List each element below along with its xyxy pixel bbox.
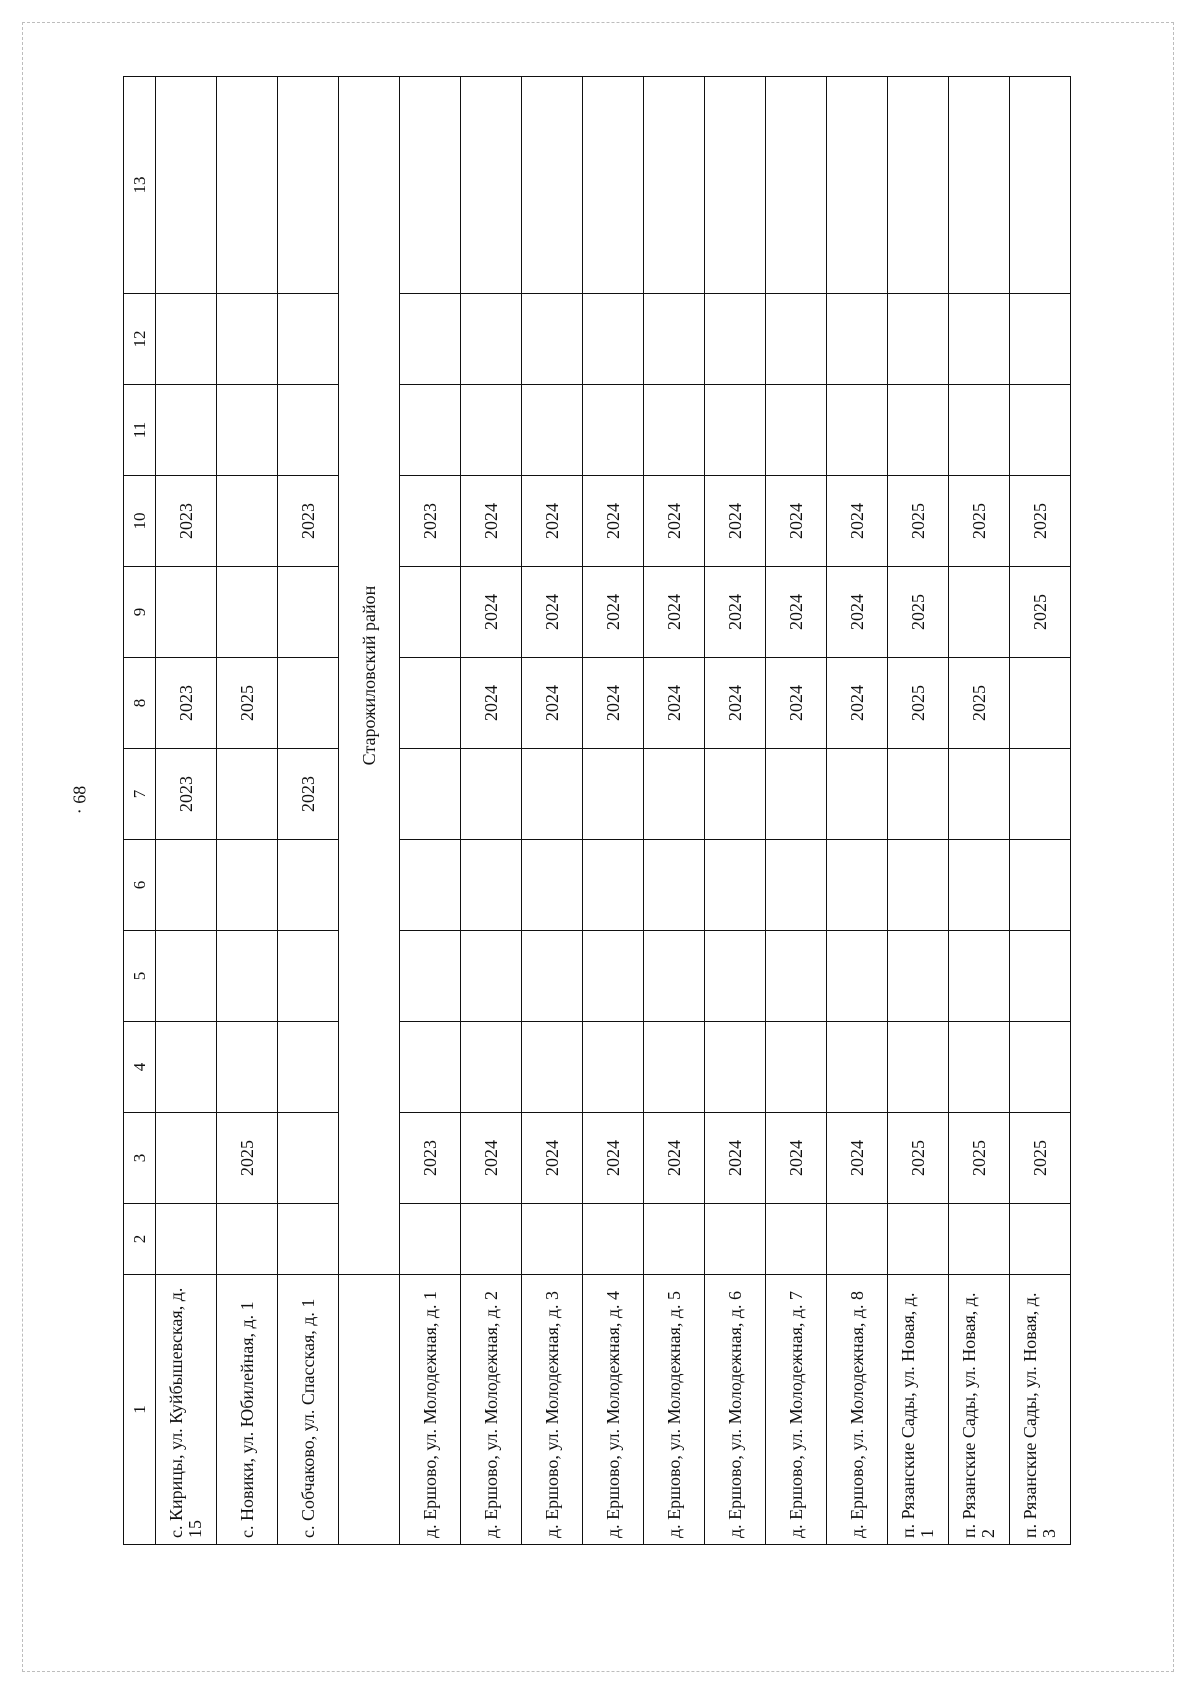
year-cell [949,294,1010,385]
year-cell [217,840,278,931]
year-cell [278,658,339,749]
year-cell [461,1204,522,1275]
year-cell [217,294,278,385]
table-body [124,77,1071,1545]
year-cell [461,749,522,840]
year-cell [705,294,766,385]
year-cell [217,77,278,294]
year-cell: 2025 [888,567,949,658]
year-cell [156,1204,217,1275]
column-number: 5 [124,931,156,1022]
year-cell [705,931,766,1022]
year-cell [827,1204,888,1275]
year-cell [827,385,888,476]
year-cell [156,1022,217,1113]
year-cell [522,749,583,840]
year-cell [583,840,644,931]
year-cell: 2024 [766,1113,827,1204]
year-cell [461,294,522,385]
year-cell [705,1204,766,1275]
year-cell [766,749,827,840]
year-cell: 2023 [156,658,217,749]
table-rotator [123,80,1079,1545]
year-cell [583,749,644,840]
year-cell: 2025 [949,658,1010,749]
year-cell [400,567,461,658]
year-cell [766,77,827,294]
year-cell [705,840,766,931]
address-cell: д. Ершово, ул. Молодежная, д. 5 [644,1275,705,1545]
year-cell [1010,1204,1071,1275]
year-cell [949,567,1010,658]
address-cell: с. Собчаково, ул. Спасская, д. 1 [278,1275,339,1545]
year-cell [888,931,949,1022]
year-cell: 2024 [827,1113,888,1204]
year-cell [949,1204,1010,1275]
year-cell [400,749,461,840]
year-cell [583,385,644,476]
table-row [705,77,766,1545]
address-cell: с. Новики, ул. Юбилейная, д. 1 [217,1275,278,1545]
table-row [827,77,888,1545]
year-cell [888,294,949,385]
year-cell: 2025 [949,476,1010,567]
year-cell: 2023 [400,476,461,567]
year-cell: 2024 [461,1113,522,1204]
year-cell [217,1204,278,1275]
column-number: 13 [124,77,156,294]
year-cell: 2024 [705,658,766,749]
table-row [400,77,461,1545]
year-cell [1010,77,1071,294]
year-cell: 2025 [888,476,949,567]
year-cell [644,931,705,1022]
table-row [766,77,827,1545]
region-name: Старожиловский район [339,77,400,1275]
table-row [583,77,644,1545]
year-cell: 2025 [1010,476,1071,567]
year-cell: 2024 [583,658,644,749]
year-cell [217,749,278,840]
year-cell [827,840,888,931]
year-cell [705,749,766,840]
year-cell [522,294,583,385]
address-cell: с. Кирицы, ул. Куйбышевская, д. 15 [156,1275,217,1545]
year-cell [827,77,888,294]
year-cell: 2024 [827,567,888,658]
year-cell: 2024 [766,476,827,567]
year-cell [888,385,949,476]
year-cell [278,1022,339,1113]
table-row [949,77,1010,1545]
year-cell [766,1204,827,1275]
year-cell [461,1022,522,1113]
year-cell [217,567,278,658]
year-cell [278,931,339,1022]
year-cell [583,1022,644,1113]
year-cell [400,658,461,749]
year-cell: 2023 [278,476,339,567]
year-cell [522,840,583,931]
region-spacer [339,1275,400,1545]
header-row [124,77,156,1545]
column-number: 8 [124,658,156,749]
year-cell: 2024 [461,567,522,658]
year-cell [583,77,644,294]
year-cell: 2025 [1010,567,1071,658]
address-cell: д. Ершово, ул. Молодежная, д. 1 [400,1275,461,1545]
year-cell [278,1113,339,1204]
year-cell [400,1204,461,1275]
year-cell [278,840,339,931]
column-number: 11 [124,385,156,476]
year-cell [1010,749,1071,840]
year-cell [278,567,339,658]
year-cell: 2024 [583,567,644,658]
year-cell [400,77,461,294]
year-cell [1010,931,1071,1022]
year-cell [217,1022,278,1113]
address-cell: д. Ершово, ул. Молодежная, д. 3 [522,1275,583,1545]
column-number: 10 [124,476,156,567]
table-row [1010,77,1071,1545]
year-cell [1010,1022,1071,1113]
address-cell: д. Ершово, ул. Молодежная, д. 4 [583,1275,644,1545]
year-cell [888,77,949,294]
year-cell [583,931,644,1022]
year-cell [522,931,583,1022]
table-row [278,77,339,1545]
year-cell [705,385,766,476]
year-cell [400,385,461,476]
year-cell [156,77,217,294]
column-number: 2 [124,1204,156,1275]
year-cell [278,294,339,385]
data-table [123,76,1071,1545]
address-cell: д. Ершово, ул. Молодежная, д. 8 [827,1275,888,1545]
year-cell [766,1022,827,1113]
year-cell [949,1022,1010,1113]
year-cell: 2025 [217,1113,278,1204]
year-cell [217,931,278,1022]
year-cell: 2024 [827,658,888,749]
year-cell [461,840,522,931]
year-cell [522,1022,583,1113]
year-cell [1010,294,1071,385]
year-cell: 2024 [522,567,583,658]
year-cell: 2023 [278,749,339,840]
year-cell [583,1204,644,1275]
page-number: · 68 [69,785,90,815]
year-cell: 2024 [583,1113,644,1204]
year-cell: 2024 [461,476,522,567]
year-cell: 2024 [583,476,644,567]
column-number: 7 [124,749,156,840]
year-cell: 2025 [217,658,278,749]
year-cell: 2023 [400,1113,461,1204]
year-cell [400,294,461,385]
year-cell [1010,840,1071,931]
year-cell [827,931,888,1022]
year-cell [217,476,278,567]
year-cell: 2024 [766,658,827,749]
year-cell: 2025 [888,1113,949,1204]
year-cell: 2024 [644,567,705,658]
year-cell [400,931,461,1022]
year-cell [156,1113,217,1204]
year-cell [766,840,827,931]
year-cell: 2024 [644,1113,705,1204]
address-cell: п. Рязанские Сады, ул. Новая, д. 3 [1010,1275,1071,1545]
address-cell: п. Рязанские Сады, ул. Новая, д. 1 [888,1275,949,1545]
region-row [339,77,400,1545]
year-cell: 2024 [461,658,522,749]
year-cell [522,385,583,476]
year-cell [949,77,1010,294]
year-cell [278,77,339,294]
year-cell [705,1022,766,1113]
year-cell [1010,385,1071,476]
year-cell [644,749,705,840]
year-cell [278,385,339,476]
year-cell [461,931,522,1022]
year-cell [949,385,1010,476]
year-cell: 2025 [949,1113,1010,1204]
year-cell: 2023 [156,476,217,567]
year-cell: 2024 [827,476,888,567]
column-number: 6 [124,840,156,931]
column-number: 9 [124,567,156,658]
year-cell [400,840,461,931]
year-cell [888,840,949,931]
table-row [888,77,949,1545]
table-row [156,77,217,1545]
year-cell [888,1022,949,1113]
year-cell [400,1022,461,1113]
year-cell [827,1022,888,1113]
year-cell [644,294,705,385]
year-cell [766,385,827,476]
year-cell [888,1204,949,1275]
address-cell: п. Рязанские Сады, ул. Новая, д. 2 [949,1275,1010,1545]
table-row [644,77,705,1545]
year-cell [827,294,888,385]
year-cell [644,1022,705,1113]
year-cell [461,385,522,476]
table-row [522,77,583,1545]
year-cell [583,294,644,385]
year-cell [766,931,827,1022]
year-cell [278,1204,339,1275]
year-cell: 2024 [766,567,827,658]
year-cell [888,749,949,840]
year-cell: 2025 [1010,1113,1071,1204]
table-row [461,77,522,1545]
year-cell: 2024 [705,476,766,567]
address-cell: д. Ершово, ул. Молодежная, д. 2 [461,1275,522,1545]
year-cell [766,294,827,385]
year-cell [949,749,1010,840]
year-cell: 2024 [522,658,583,749]
address-cell: д. Ершово, ул. Молодежная, д. 6 [705,1275,766,1545]
year-cell [461,77,522,294]
year-cell: 2024 [522,476,583,567]
year-cell [1010,658,1071,749]
year-cell [156,931,217,1022]
year-cell [644,77,705,294]
table-row [217,77,278,1545]
year-cell: 2024 [644,476,705,567]
column-number: 4 [124,1022,156,1113]
address-cell: д. Ершово, ул. Молодежная, д. 7 [766,1275,827,1545]
year-cell: 2023 [156,749,217,840]
year-cell [644,1204,705,1275]
year-cell [522,77,583,294]
year-cell: 2024 [705,567,766,658]
year-cell [217,385,278,476]
year-cell [949,931,1010,1022]
year-cell: 2025 [888,658,949,749]
year-cell [705,77,766,294]
year-cell [644,840,705,931]
year-cell [949,840,1010,931]
year-cell [156,567,217,658]
year-cell [156,385,217,476]
year-cell: 2024 [644,658,705,749]
year-cell [156,294,217,385]
year-cell [827,749,888,840]
year-cell [644,385,705,476]
column-number: 1 [124,1275,156,1545]
column-number: 3 [124,1113,156,1204]
year-cell: 2024 [522,1113,583,1204]
year-cell [156,840,217,931]
year-cell [522,1204,583,1275]
year-cell: 2024 [705,1113,766,1204]
column-number: 12 [124,294,156,385]
